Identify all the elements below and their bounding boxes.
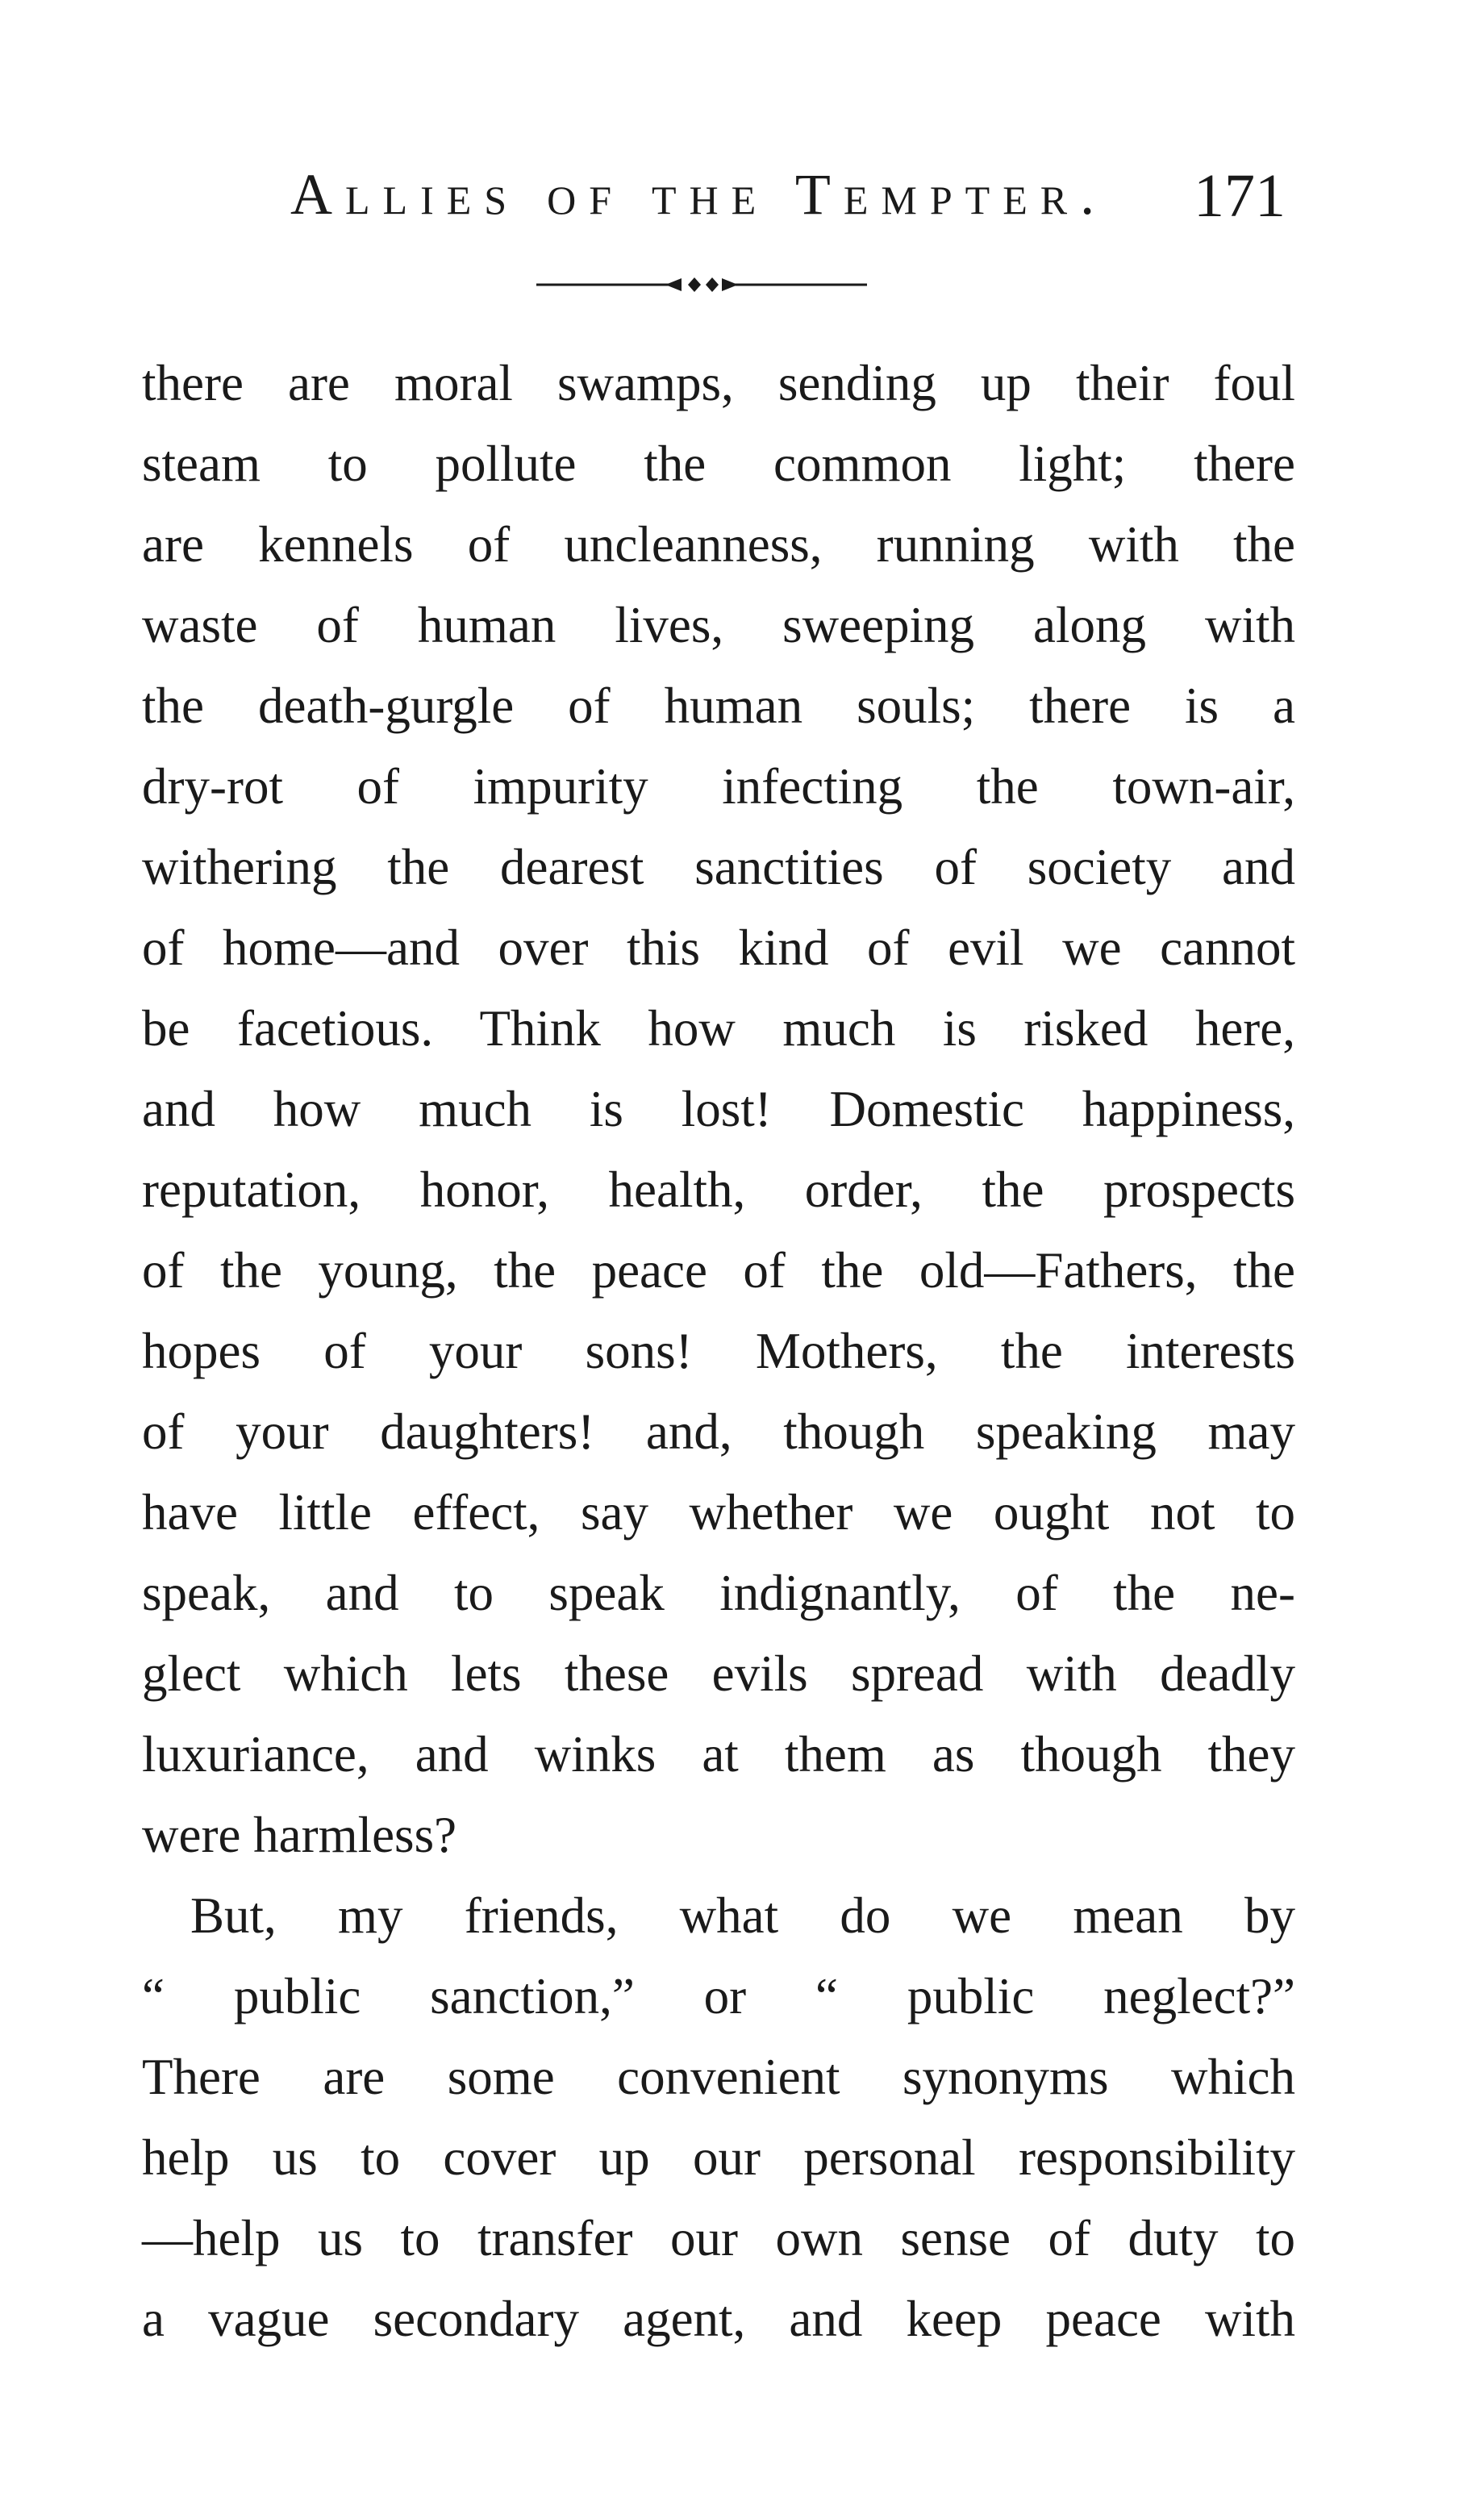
running-title: Allies of the Tempter.	[290, 162, 1108, 227]
text-line: were harmless?	[142, 1807, 457, 1863]
text-line: —help us to transfer our own sense of duty to	[142, 2210, 1295, 2266]
text-line: of home—and over this kind of evil we cannot	[142, 919, 1295, 976]
text-line: the death-gurgle of human souls; there is a	[142, 678, 1295, 734]
text-line: and how much is lost! Domestic happiness,	[142, 1081, 1295, 1137]
diamond-rule-ornament-icon	[536, 273, 867, 297]
text-line: there are moral swamps, sending up their foul	[142, 355, 1295, 411]
text-line: are kennels of uncleanness, running with the	[142, 516, 1295, 573]
text-line: of the young, the peace of the old—Fathers, the	[142, 1242, 1295, 1299]
text-line: But, my friends, what do we mean by	[190, 1887, 1295, 1944]
text-line: hopes of your sons! Mothers, the interests	[142, 1323, 1295, 1379]
text-line: waste of human lives, sweeping along with	[142, 597, 1295, 653]
text-line: withering the dearest sanctities of society and	[142, 839, 1295, 895]
text-line: help us to cover up our personal responsibility	[142, 2129, 1295, 2186]
paragraph	[142, 1875, 1295, 2359]
text-line: luxuriance, and winks at them as though they	[142, 1726, 1295, 1783]
text-line: have little effect, say whether we ought not to	[142, 1484, 1295, 1541]
text-line: reputation, honor, health, order, the prospects	[142, 1161, 1295, 1218]
text-line: of your daughters! and, though speaking may	[142, 1403, 1295, 1460]
text-line: a vague secondary agent, and keep peace with	[142, 2291, 1295, 2347]
text-line: be facetious. Think how much is risked here,	[142, 1000, 1295, 1057]
running-header	[290, 161, 1290, 234]
text-line: glect which lets these evils spread with deadly	[142, 1645, 1295, 1702]
page-number: 171	[1194, 162, 1286, 230]
text-line: speak, and to speak indignantly, of the ne-	[142, 1565, 1295, 1621]
text-line: “ public sanction,” or “ public neglect?”	[142, 1968, 1295, 2024]
text-line: steam to pollute the common light; there	[142, 436, 1295, 492]
text-line: There are some convenient synonyms which	[142, 2049, 1295, 2105]
body-text	[142, 343, 1295, 2359]
paragraph	[142, 343, 1295, 1875]
text-line: dry-rot of impurity infecting the town-air,	[142, 758, 1295, 815]
